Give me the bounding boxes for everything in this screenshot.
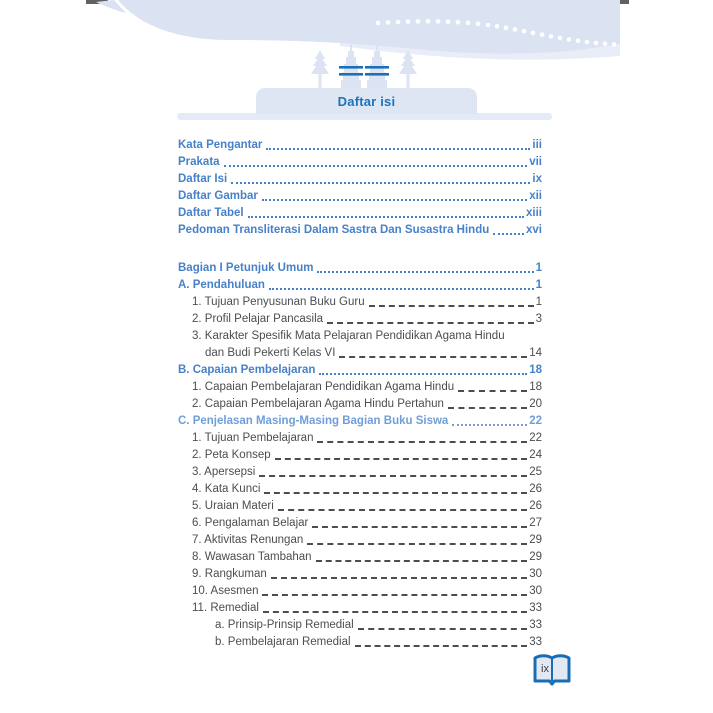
- dot-leader: [319, 373, 527, 375]
- toc-entry: [178, 187, 542, 204]
- toc-entry-label: C. Penjelasan Masing-Masing Bagian Buku Siswa: [178, 415, 449, 427]
- toc-entry-label: 9. Rangkuman: [192, 568, 267, 580]
- toc-entry-page: 33: [529, 636, 542, 648]
- toc-entry-page: 27: [529, 517, 542, 529]
- toc-entry-label: Prakata: [178, 156, 220, 168]
- dash-leader: [259, 475, 527, 477]
- toc-entry: [178, 259, 542, 276]
- toc-entry-label: 8. Wawasan Tambahan: [192, 551, 312, 563]
- toc-entry-page: 33: [529, 602, 542, 614]
- toc-entry-page: vii: [529, 156, 542, 168]
- title-tab: [256, 88, 477, 114]
- toc-entry-label: 10. Asesmen: [192, 585, 259, 597]
- toc-entry-page: xvi: [526, 224, 542, 236]
- dash-leader: [369, 305, 534, 307]
- toc-entry: [178, 548, 542, 565]
- toc-entry: [178, 531, 542, 548]
- dash-leader: [355, 645, 528, 647]
- table-of-contents: [178, 136, 542, 650]
- toc-entry-label: B. Capaian Pembelajaran: [178, 364, 316, 376]
- toc-entry-page: 24: [529, 449, 542, 461]
- toc-entry: [178, 633, 542, 650]
- toc-entry-page: 20: [529, 398, 542, 410]
- dash-leader: [278, 509, 527, 511]
- toc-entry-label: Daftar Gambar: [178, 190, 258, 202]
- toc-entry-label: A. Pendahuluan: [178, 279, 265, 291]
- toc-entry: [178, 204, 542, 221]
- toc-entry: [178, 153, 542, 170]
- toc-entry: [178, 446, 542, 463]
- dot-leader: [493, 233, 524, 235]
- toc-entry: [178, 327, 542, 344]
- toc-entry: [178, 599, 542, 616]
- toc-entry-label: dan Budi Pekerti Kelas VI: [205, 347, 336, 359]
- toc-entry-label: 2. Peta Konsep: [192, 449, 271, 461]
- toc-entry-page: iii: [532, 139, 542, 151]
- toc-entry: [178, 514, 542, 531]
- dash-leader: [263, 611, 527, 613]
- dash-leader: [339, 356, 527, 358]
- dash-leader: [448, 407, 527, 409]
- section-gap: [178, 238, 542, 259]
- dash-leader: [317, 441, 527, 443]
- toc-entry-page: 29: [529, 551, 542, 563]
- toc-entry: [178, 361, 542, 378]
- toc-entry-label: Daftar Isi: [178, 173, 228, 185]
- page-number: ix: [541, 663, 549, 675]
- toc-entry: [178, 429, 542, 446]
- toc-entry: [178, 497, 542, 514]
- dot-leader: [452, 424, 527, 426]
- toc-entry-page: 25: [529, 466, 542, 478]
- toc-entry-label: 4. Kata Kunci: [192, 483, 261, 495]
- dot-leader: [262, 199, 527, 201]
- toc-entry: [178, 136, 542, 153]
- toc-entry-label: 1. Tujuan Pembelajaran: [192, 432, 314, 444]
- dot-leader: [248, 216, 524, 218]
- toc-entry: [178, 395, 542, 412]
- toc-entry-page: 26: [529, 483, 542, 495]
- toc-entry-page: 26: [529, 500, 542, 512]
- toc-entry-label: 7. Aktivitas Renungan: [192, 534, 304, 546]
- toc-entry-page: 1: [535, 296, 542, 308]
- toc-entry-label: a. Prinsip-Prinsip Remedial: [215, 619, 354, 631]
- toc-entry-page: 18: [529, 381, 542, 393]
- toc-entry: [178, 378, 542, 395]
- toc-entry-label: 2. Profil Pelajar Pancasila: [192, 313, 324, 325]
- toc-entry-page: ix: [532, 173, 542, 185]
- dash-leader: [327, 322, 534, 324]
- toc-entry-page: 22: [529, 432, 542, 444]
- toc-entry-page: 29: [529, 534, 542, 546]
- toc-entry: [178, 293, 542, 310]
- dash-leader: [271, 577, 527, 579]
- toc-entry-label: Bagian I Petunjuk Umum: [178, 262, 314, 274]
- dash-leader: [312, 526, 527, 528]
- dot-leader: [269, 288, 534, 290]
- toc-entry-page: 30: [529, 568, 542, 580]
- toc-entry-page: 3: [535, 313, 542, 325]
- toc-entry: [178, 170, 542, 187]
- dash-leader: [458, 390, 527, 392]
- toc-entry: [178, 582, 542, 599]
- toc-entry-continuation: [178, 344, 542, 361]
- dash-leader: [316, 560, 528, 562]
- toc-entry-label: 1. Capaian Pembelajaran Pendidikan Agama Hindu: [192, 381, 455, 393]
- toc-entry-page: 1: [535, 279, 542, 291]
- toc-entry: [178, 463, 542, 480]
- toc-entry: [178, 480, 542, 497]
- page-number-badge: [531, 654, 573, 688]
- toc-entry-page: 18: [529, 364, 542, 376]
- toc-entry: [178, 412, 542, 429]
- title-underbar: [177, 113, 552, 120]
- toc-entry: [178, 310, 542, 327]
- dot-leader: [266, 148, 530, 150]
- toc-entry-label: Pedoman Transliterasi Dalam Sastra Dan Susastra Hindu: [178, 224, 490, 236]
- toc-entry-label: 3. Apersepsi: [192, 466, 256, 478]
- toc-entry-label: 5. Uraian Materi: [192, 500, 274, 512]
- toc-entry-label: 6. Pengalaman Belajar: [192, 517, 309, 529]
- toc-entry-page: xii: [529, 190, 542, 202]
- dash-leader: [275, 458, 528, 460]
- toc-entry-label: Daftar Tabel: [178, 207, 244, 219]
- dash-leader: [358, 628, 528, 630]
- dot-leader: [224, 165, 528, 167]
- dash-leader: [262, 594, 527, 596]
- toc-entry-label: b. Pembelajaran Remedial: [215, 636, 351, 648]
- dot-leader: [317, 271, 533, 273]
- dash-leader: [307, 543, 527, 545]
- toc-entry-page: 33: [529, 619, 542, 631]
- toc-entry-page: 14: [529, 347, 542, 359]
- toc-entry-page: 1: [535, 262, 542, 274]
- toc-entry-label: Kata Pengantar: [178, 139, 263, 151]
- page-title: Daftar isi: [337, 93, 396, 109]
- dot-leader: [231, 182, 530, 184]
- toc-entry-label: 3. Karakter Spesifik Mata Pelajaran Pendidikan Agama Hindu: [192, 330, 505, 342]
- dash-leader: [264, 492, 527, 494]
- toc-entry: [178, 221, 542, 238]
- toc-entry-label: 2. Capaian Pembelajaran Agama Hindu Pertahun: [192, 398, 444, 410]
- toc-entry: [178, 565, 542, 582]
- toc-entry-page: xiii: [526, 207, 542, 219]
- toc-entry-label: 11. Remedial: [192, 602, 259, 614]
- toc-entry-label: 1. Tujuan Penyusunan Buku Guru: [192, 296, 365, 308]
- toc-entry: [178, 276, 542, 293]
- toc-entry: [178, 616, 542, 633]
- toc-entry-page: 22: [529, 415, 542, 427]
- toc-entry-page: 30: [529, 585, 542, 597]
